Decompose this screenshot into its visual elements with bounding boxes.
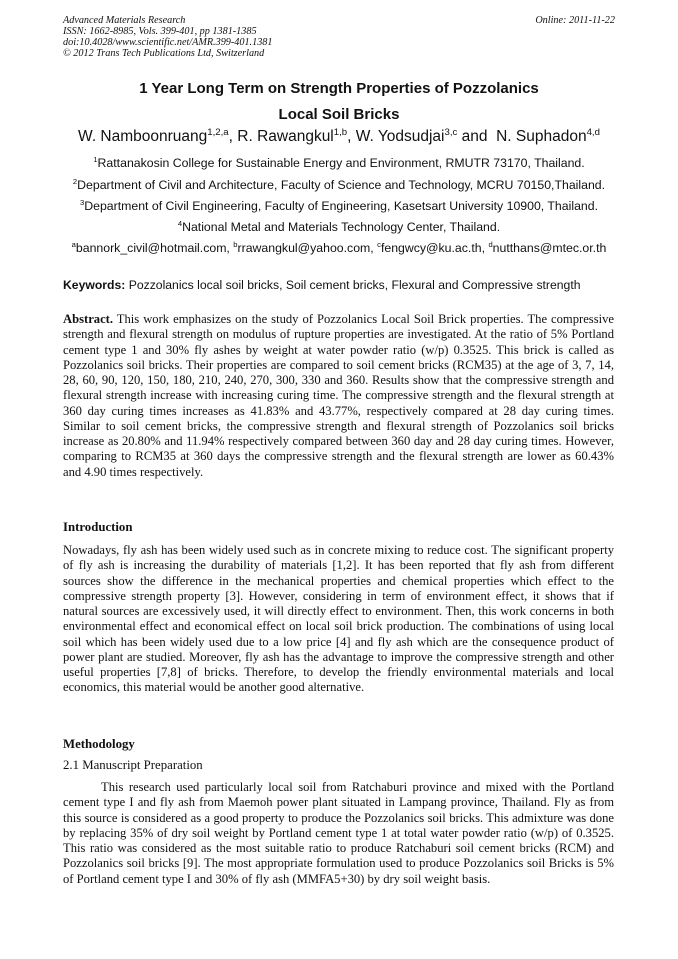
journal-name: Advanced Materials Research bbox=[63, 15, 186, 26]
email-b[interactable]: $^b$rrawangkul@yahoo.com, bbox=[233, 239, 378, 255]
online-date: Online: 2011-11-22 bbox=[535, 15, 615, 26]
affiliation-3: $^3$Department of Civil Engineering, Faculty of Engineering, Kasetsart University 10900, Thailand. bbox=[79, 197, 598, 213]
author-3: W. Yodsudjai$^{3,c}$ and bbox=[355, 126, 497, 145]
author-list bbox=[0, 128, 678, 146]
journal-header bbox=[63, 15, 272, 59]
email-d[interactable]: $^d$nutthans@mtec.or.th bbox=[488, 239, 607, 255]
manuscript-preparation-subheading: 2.1 Manuscript Preparation bbox=[63, 758, 203, 772]
affiliation-2: $^2$Department of Civil and Architecture, Faculty of Science and Technology, MCRU 70150,Thailand. bbox=[72, 176, 606, 192]
author-1: W. Namboonruang$^{1,2,a}$, bbox=[78, 126, 238, 145]
keywords-label: Keywords: bbox=[63, 278, 126, 292]
email-a[interactable]: $^a$bannork_civil@hotmail.com, bbox=[71, 239, 234, 255]
affiliation-4: $^4$National Metal and Materials Technology Center, Thailand. bbox=[177, 218, 501, 234]
abstract-label: Abstract. bbox=[63, 312, 114, 326]
issn-line: ISSN: 1662-8985, Vols. 399-401, pp 1381-1385 bbox=[63, 26, 257, 37]
keywords-line bbox=[63, 278, 623, 292]
abstract-paragraph bbox=[63, 312, 614, 480]
copyright-line: © 2012 Trans Tech Publications Ltd, Switzerland bbox=[63, 48, 265, 59]
affiliation-1: $^1$Rattanakosin College for Sustainable Energy and Environment, RMUTR 73170, Thailand. bbox=[93, 154, 585, 170]
methodology-paragraph: This research used particularly local soil from Ratchaburi province and mixed with the Portland cement type I and fly ash from Maemoh power plant situated in Lampang province, Thailand. Fly as from this source is considered as a good property to produce the Pozzolanics soil bricks. This admixture was done by replacing 35% of dry soil weight by Portland cement type 1 at total water powder ratio (w/p) of 0.3525. This ratio was considered as the most suitable ratio to produce Ratchaburi soil cement bricks (RCM) and Pozzolanics soil bricks [9]. The most appropriate formulation used to produce Pozzolanics soil Bricks is 5% of Portland cement type I and 30% of fly ash (MMFA5+30) by dry soil weight basis. bbox=[63, 780, 614, 886]
paper-title-line-2: Local Soil Bricks bbox=[278, 106, 400, 123]
keywords-text: Pozzolanics local soil bricks, Soil cement bricks, Flexural and Compressive strength bbox=[125, 278, 581, 292]
introduction-paragraph: Nowadays, fly ash has been widely used such as in concrete mixing to reduce cost. The significant property of fly ash is increasing the durability of materials [1,2]. It has been reported that fly ash from different sources show the difference in the mechanical properties and chemical properties which effect to the compressive strength property [3]. However, considering in term of environment effect, it shows that if natural sources are excessively used, it will directly effect to environment. Then, this work concerns in both environmental effect and economical effect on local soil brick production. The combinations of using local soil which has been widely used due to a low price [4] and fly ash which are the consequence product of power plant are studied. Moreover, fly ash has the advantage to improve the compressive strength and other useful properties [7,8] of bricks. Therefore, to develop the friendly environmental materials and local economics, this material would be another good alternative. bbox=[63, 543, 614, 695]
methodology-heading: Methodology bbox=[63, 737, 135, 751]
author-4: N. Suphadon$^{4,d}$ bbox=[496, 126, 600, 145]
doi-line: doi:10.4028/www.scientific.net/AMR.399-401.1381 bbox=[63, 37, 273, 48]
author-2: R. Rawangkul$^{1,b}$, bbox=[237, 126, 356, 145]
abstract-text: This work emphasizes on the study of Pozzolanics Local Soil Brick properties. The compressive strength and flexural strength on modulus of rupture properties are investigated. At the ratio of 5% Portland cement type 1 and 30% fly ashes by weight at water powder ratio (w/p) 0.3525. This brick is called as Pozzolanics soil bricks. Their properties are compared to soil cement bricks (RCM35) at the age of 3, 7, 14, 28, 60, 90, 120, 150, 180, 210, 240, 270, 300, 330 and 360. Results show that the compressive strength and flexural strength increase with increasing curing time. The compressive strength and the flexural strength at 360 day curing times increases as 41.83% and 43.77%, respectively compared at 28 day curing times. Similar to soil cement bricks, the compressive strength and flexural strength of Pozzolanics soil bricks increase as 20.80% and 11.94% respectively compared between 360 day and 28 day curing times. However, comparing to RCM35 at 360 days the compressive strength and the flexural strength are lower as 60.43% and 4.90 times respectively. bbox=[63, 312, 614, 479]
introduction-heading: Introduction bbox=[63, 520, 133, 534]
email-list bbox=[0, 241, 678, 255]
paper-title-line-1: 1 Year Long Term on Strength Properties of Pozzolanics bbox=[139, 80, 539, 97]
email-c[interactable]: $^c$fengwcy@ku.ac.th, bbox=[377, 239, 489, 255]
